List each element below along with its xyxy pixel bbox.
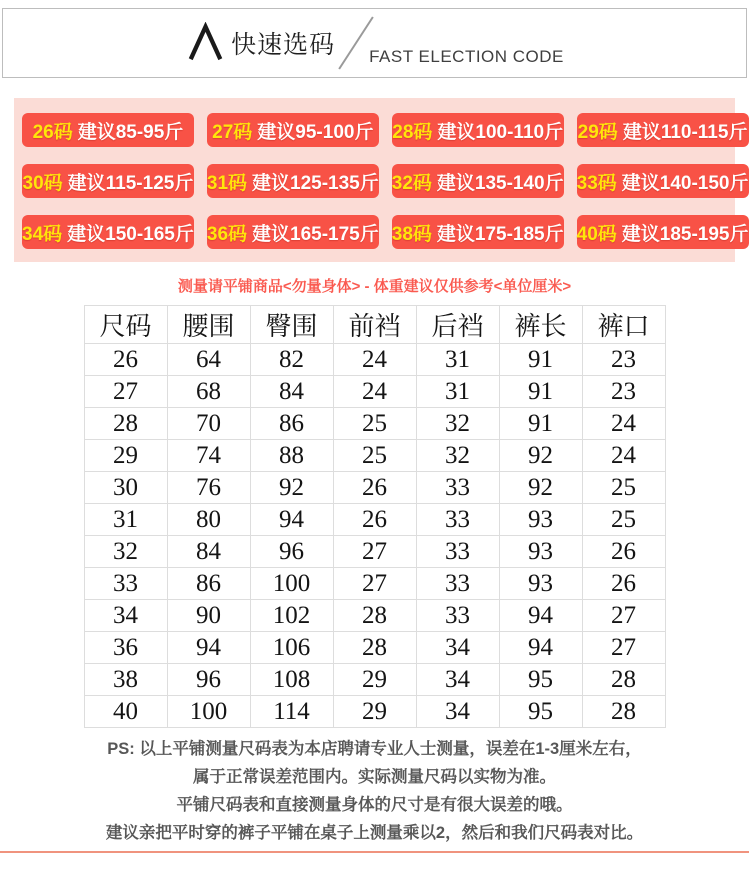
table-row — [84, 344, 665, 376]
table-cell: 31 — [416, 344, 499, 376]
size-label: 29码 — [577, 121, 618, 143]
table-cell: 33 — [84, 568, 167, 600]
table-cell: 38 — [84, 664, 167, 696]
measurement-notice: 测量请平铺商品<勿量身体> - 体重建议仅供参考<单位厘米> — [177, 278, 572, 295]
table-cell: 25 — [333, 408, 416, 440]
table-cell: 28 — [333, 600, 416, 632]
size-button-29[interactable] — [577, 113, 749, 147]
size-button-36[interactable] — [207, 215, 379, 249]
size-table — [84, 305, 666, 728]
table-cell: 25 — [582, 472, 665, 504]
column-header-waist: 腰围 — [167, 306, 250, 344]
table-cell: 29 — [84, 440, 167, 472]
table-cell: 24 — [582, 440, 665, 472]
table-cell: 94 — [167, 632, 250, 664]
table-cell: 34 — [416, 632, 499, 664]
table-cell: 94 — [499, 600, 582, 632]
table-cell: 24 — [333, 376, 416, 408]
table-cell: 27 — [582, 632, 665, 664]
weight-recommendation: 建议185-195斤 — [621, 223, 749, 245]
table-cell: 24 — [333, 344, 416, 376]
size-label: 34码 — [22, 223, 63, 245]
table-cell: 80 — [167, 504, 250, 536]
table-cell: 32 — [84, 536, 167, 568]
table-cell: 30 — [84, 472, 167, 504]
size-label: 38码 — [391, 223, 432, 245]
table-cell: 33 — [416, 536, 499, 568]
size-label: 27码 — [212, 121, 253, 143]
size-label: 28码 — [392, 121, 433, 143]
table-cell: 114 — [250, 696, 333, 728]
table-row — [84, 664, 665, 696]
table-cell: 84 — [167, 536, 250, 568]
column-header-back-rise: 后裆 — [416, 306, 499, 344]
weight-recommendation: 建议95-100斤 — [257, 121, 374, 143]
table-row — [84, 536, 665, 568]
table-cell: 31 — [416, 376, 499, 408]
table-cell: 34 — [84, 600, 167, 632]
table-cell: 91 — [499, 344, 582, 376]
weight-recommendation: 建议125-135斤 — [252, 172, 379, 194]
table-cell: 40 — [84, 696, 167, 728]
table-cell: 28 — [582, 664, 665, 696]
size-label: 40码 — [576, 223, 617, 245]
table-cell: 70 — [167, 408, 250, 440]
weight-recommendation: 建议175-185斤 — [436, 223, 564, 245]
table-cell: 27 — [582, 600, 665, 632]
table-cell: 86 — [167, 568, 250, 600]
size-button-38[interactable] — [392, 215, 564, 249]
table-cell: 92 — [250, 472, 333, 504]
table-cell: 33 — [416, 504, 499, 536]
table-cell: 31 — [84, 504, 167, 536]
footnote-3: 平铺尺码表和直接测量身体的尺寸是有很大误差的哦。 — [176, 796, 573, 814]
weight-recommendation: 建议150-165斤 — [67, 223, 194, 245]
table-cell: 94 — [250, 504, 333, 536]
table-header-row — [84, 306, 665, 344]
size-button-30[interactable] — [22, 164, 194, 198]
table-cell: 33 — [416, 600, 499, 632]
header-box — [2, 8, 747, 78]
table-row — [84, 472, 665, 504]
caret-mountain-icon — [185, 24, 227, 62]
table-cell: 95 — [499, 664, 582, 696]
table-cell: 108 — [250, 664, 333, 696]
size-label: 31码 — [206, 172, 248, 194]
table-cell: 64 — [167, 344, 250, 376]
table-cell: 32 — [416, 408, 499, 440]
table-cell: 36 — [84, 632, 167, 664]
weight-recommendation: 建议85-95斤 — [77, 121, 184, 143]
table-cell: 23 — [582, 344, 665, 376]
size-label: 36码 — [206, 223, 248, 245]
table-cell: 82 — [250, 344, 333, 376]
table-row — [84, 632, 665, 664]
table-cell: 88 — [250, 440, 333, 472]
weight-recommendation: 建议165-175斤 — [252, 223, 379, 245]
size-button-33[interactable] — [577, 164, 749, 198]
size-label: 33码 — [576, 172, 617, 194]
table-cell: 33 — [416, 568, 499, 600]
brand-logo — [185, 12, 564, 74]
table-cell: 91 — [499, 408, 582, 440]
table-cell: 26 — [582, 536, 665, 568]
footnote-4: 建议亲把平时穿的裤子平铺在桌子上测量乘以2，然后和我们尺码表对比。 — [105, 824, 644, 842]
column-header-front-rise: 前裆 — [333, 306, 416, 344]
column-header-size: 尺码 — [84, 306, 167, 344]
table-row — [84, 440, 665, 472]
weight-recommendation: 建议115-125斤 — [67, 172, 194, 194]
table-cell: 86 — [250, 408, 333, 440]
table-cell: 27 — [333, 536, 416, 568]
table-cell: 96 — [167, 664, 250, 696]
table-cell: 24 — [582, 408, 665, 440]
table-cell: 28 — [84, 408, 167, 440]
table-cell: 28 — [582, 696, 665, 728]
footnote-1: PS: 以上平铺测量尺码表为本店聘请专业人士测量，误差在1-3厘米左右， — [107, 740, 642, 758]
table-cell: 93 — [499, 568, 582, 600]
weight-recommendation: 建议135-140斤 — [436, 172, 564, 194]
table-row — [84, 376, 665, 408]
table-cell: 26 — [582, 568, 665, 600]
table-row — [84, 408, 665, 440]
size-button-26[interactable] — [22, 113, 194, 147]
table-cell: 25 — [333, 440, 416, 472]
table-cell: 74 — [167, 440, 250, 472]
column-header-leg-opening: 裤口 — [582, 306, 665, 344]
table-cell: 23 — [582, 376, 665, 408]
table-cell: 32 — [416, 440, 499, 472]
table-cell: 34 — [416, 696, 499, 728]
table-cell: 27 — [333, 568, 416, 600]
table-cell: 84 — [250, 376, 333, 408]
size-button-28[interactable] — [392, 113, 564, 147]
size-panel — [14, 98, 749, 262]
table-row — [84, 600, 665, 632]
table-cell: 26 — [333, 504, 416, 536]
footnote-2: 属于正常误差范围内。实际测量尺码以实物为准。 — [193, 768, 556, 786]
footnotes — [0, 739, 749, 844]
size-button-31[interactable] — [207, 164, 379, 198]
table-cell: 26 — [333, 472, 416, 504]
table-cell: 26 — [84, 344, 167, 376]
bottom-divider — [0, 851, 749, 853]
table-cell: 95 — [499, 696, 582, 728]
table-cell: 33 — [416, 472, 499, 504]
size-label: 32码 — [391, 172, 432, 194]
brand-title-en: FAST ELECTION CODE — [369, 47, 564, 66]
size-label: 30码 — [22, 172, 63, 194]
brand-title-cn: 快速选码 — [231, 31, 336, 59]
table-cell: 102 — [250, 600, 333, 632]
table-cell: 92 — [499, 440, 582, 472]
size-button-27[interactable] — [207, 113, 379, 147]
table-row — [84, 568, 665, 600]
table-row — [84, 696, 665, 728]
size-button-40[interactable] — [577, 215, 749, 249]
size-button-34[interactable] — [22, 215, 194, 249]
table-cell: 28 — [333, 632, 416, 664]
weight-recommendation: 建议140-150斤 — [621, 172, 749, 194]
weight-recommendation: 建议100-110斤 — [437, 121, 564, 143]
size-button-32[interactable] — [392, 164, 564, 198]
table-cell: 92 — [499, 472, 582, 504]
table-cell: 90 — [167, 600, 250, 632]
size-grid — [22, 113, 749, 249]
size-chart-page — [0, 8, 749, 871]
table-cell: 96 — [250, 536, 333, 568]
table-cell: 93 — [499, 504, 582, 536]
table-cell: 68 — [167, 376, 250, 408]
table-cell: 29 — [333, 664, 416, 696]
table-cell: 106 — [250, 632, 333, 664]
table-cell: 34 — [416, 664, 499, 696]
table-cell: 93 — [499, 536, 582, 568]
table-cell: 100 — [250, 568, 333, 600]
table-cell: 100 — [167, 696, 250, 728]
table-cell: 91 — [499, 376, 582, 408]
table-cell: 29 — [333, 696, 416, 728]
table-cell: 76 — [167, 472, 250, 504]
table-cell: 27 — [84, 376, 167, 408]
table-row — [84, 504, 665, 536]
weight-recommendation: 建议110-115斤 — [622, 121, 748, 143]
table-cell: 25 — [582, 504, 665, 536]
column-header-length: 裤长 — [499, 306, 582, 344]
table-cell: 94 — [499, 632, 582, 664]
size-label: 26码 — [32, 121, 73, 143]
column-header-hip: 臀围 — [250, 306, 333, 344]
